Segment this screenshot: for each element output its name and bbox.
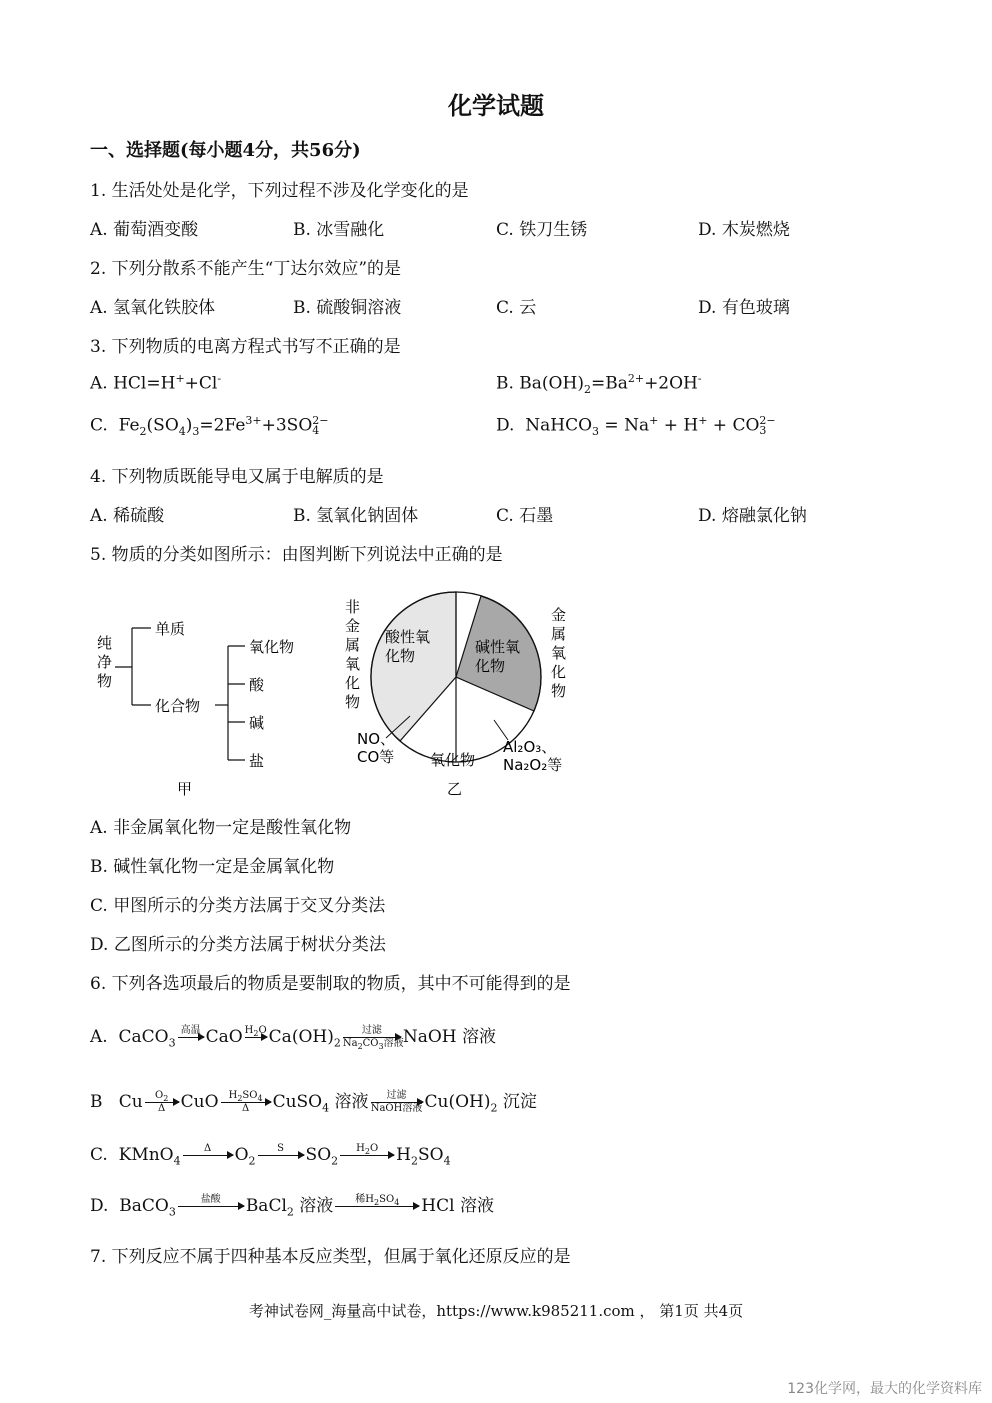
tree-root-label: [97, 634, 117, 690]
q4-option-d: D. 熔融氯化钠: [698, 506, 807, 526]
pie-co-label: CO等: [357, 748, 395, 766]
question-5-stem: 5. 物质的分类如图所示：由图判断下列说法中正确的是: [90, 545, 503, 565]
tree-root-char-3: 物: [97, 672, 113, 690]
question-4-stem: 4. 下列物质既能导电又属于电解质的是: [90, 467, 384, 487]
page-title: 化学试题: [448, 91, 544, 120]
watermark-text: 123化学网，最大的化学资料库: [787, 1381, 982, 1397]
pie-right-label: 金属氧化物: [551, 606, 567, 700]
q2-option-c: C. 云: [496, 298, 537, 318]
pie-na-label: Na₂O₂等: [503, 756, 563, 774]
q1-option-a: A. 葡萄酒变酸: [90, 220, 199, 240]
q6-option-a: A. CaCO$_3$ 高温 CaO $H_2O$ $Ca(OH)_2$ 过滤 $Na_2CO_3$溶液 NaOH 溶液: [90, 1025, 497, 1051]
q4-option-a: A. 稀硫酸: [90, 506, 165, 526]
question-2-stem: 2. 下列分散系不能产生“丁达尔效应”的是: [90, 259, 402, 279]
q3-option-c: C. $Fe_2(SO_4)_3=2Fe^{3+}+3SO$ 2− 4: [90, 414, 329, 439]
pie-al-label: Al₂O₃、: [503, 738, 557, 756]
q1-option-d: D. 木炭燃烧: [698, 220, 790, 240]
tree-node-elem: 单质: [155, 620, 186, 638]
tree-node-comp: 化合物: [155, 697, 201, 715]
pie-no-label: NO、: [357, 730, 396, 748]
pie-oxide-label: 氧化物: [430, 751, 476, 769]
pie-acidic-label: 酸性氧化物: [385, 628, 431, 665]
tree-caption: 甲: [177, 780, 193, 798]
q4-option-c: C. 石墨: [496, 506, 554, 526]
q6-option-b: B Cu $\frac{O_2}{\Delta}$ CuO $\frac{H_2SO_4}{\Delta}$ CuSO$_4$ 溶液 过滤 NaOH溶液 $Cu(OH)_2$ 沉淀: [90, 1090, 537, 1115]
question-1-stem: 1. 生活处处是化学，下列过程不涉及化学变化的是: [90, 181, 469, 201]
q6-option-d: D. BaCO$_3$ 盐酸 BaCl$_2$ 溶液 稀$H_2SO_4$ HCl 溶液: [90, 1194, 494, 1219]
tree-leaf-oxide: 氧化物: [249, 638, 295, 656]
tree-leaf-base: 碱: [249, 714, 265, 732]
tree-root-char-1: 纯: [97, 634, 113, 652]
tree-leaf-acid: 酸: [249, 676, 265, 694]
q6-option-c: C. KMnO$_4$ Δ $O_2$ S $SO_2$ $H_2O$ $H_2SO_4$: [90, 1143, 451, 1168]
q2-option-d: D. 有色玻璃: [698, 298, 790, 318]
pie-caption: 乙: [447, 780, 463, 798]
tree-leaf-salt: 盐: [249, 752, 265, 770]
q2-option-a: A. 氢氧化铁胶体: [90, 298, 216, 318]
q2-option-b: B. 硫酸铜溶液: [293, 298, 402, 318]
q5-option-b: B. 碱性氧化物一定是金属氧化物: [90, 857, 335, 877]
page-footer: 考神试卷网_海量高中试卷，https://www.k985211.com ， 第1页 共4页: [248, 1302, 744, 1320]
q3-option-d: D. NaHCO$_3$ = Na+ + H+ + CO 2− 3: [496, 414, 776, 439]
pie-basic-label: 碱性氧化物: [475, 638, 521, 675]
tree-root-char-2: 净: [97, 653, 113, 671]
q1-option-b: B. 冰雪融化: [293, 220, 385, 240]
q3-option-b: B. $Ba(OH)_2=Ba^{2+}+2OH^-$: [496, 372, 702, 397]
section-heading: 一、选择题(每小题4分，共56分): [90, 140, 361, 161]
q5-option-c: C. 甲图所示的分类方法属于交叉分类法: [90, 896, 386, 916]
pie-left-label: 非金属氧化物: [345, 598, 361, 711]
q5-option-d: D. 乙图所示的分类方法属于树状分类法: [90, 935, 386, 955]
question-6-stem: 6. 下列各选项最后的物质是要制取的物质，其中不可能得到的是: [90, 974, 571, 994]
q5-option-a: A. 非金属氧化物一定是酸性氧化物: [90, 818, 352, 838]
pie-diagram: [335, 580, 595, 805]
question-7-stem: 7. 下列反应不属于四种基本反应类型，但属于氧化还原反应的是: [90, 1247, 571, 1267]
q4-option-b: B. 氢氧化钠固体: [293, 506, 419, 526]
question-3-stem: 3. 下列物质的电离方程式书写不正确的是: [90, 337, 401, 357]
pie-acidic-sector: [371, 592, 456, 741]
q3-option-a: A. HCl=H++Cl-: [90, 372, 222, 394]
q1-option-c: C. 铁刀生锈: [496, 220, 588, 240]
tree-diagram: [85, 580, 335, 805]
